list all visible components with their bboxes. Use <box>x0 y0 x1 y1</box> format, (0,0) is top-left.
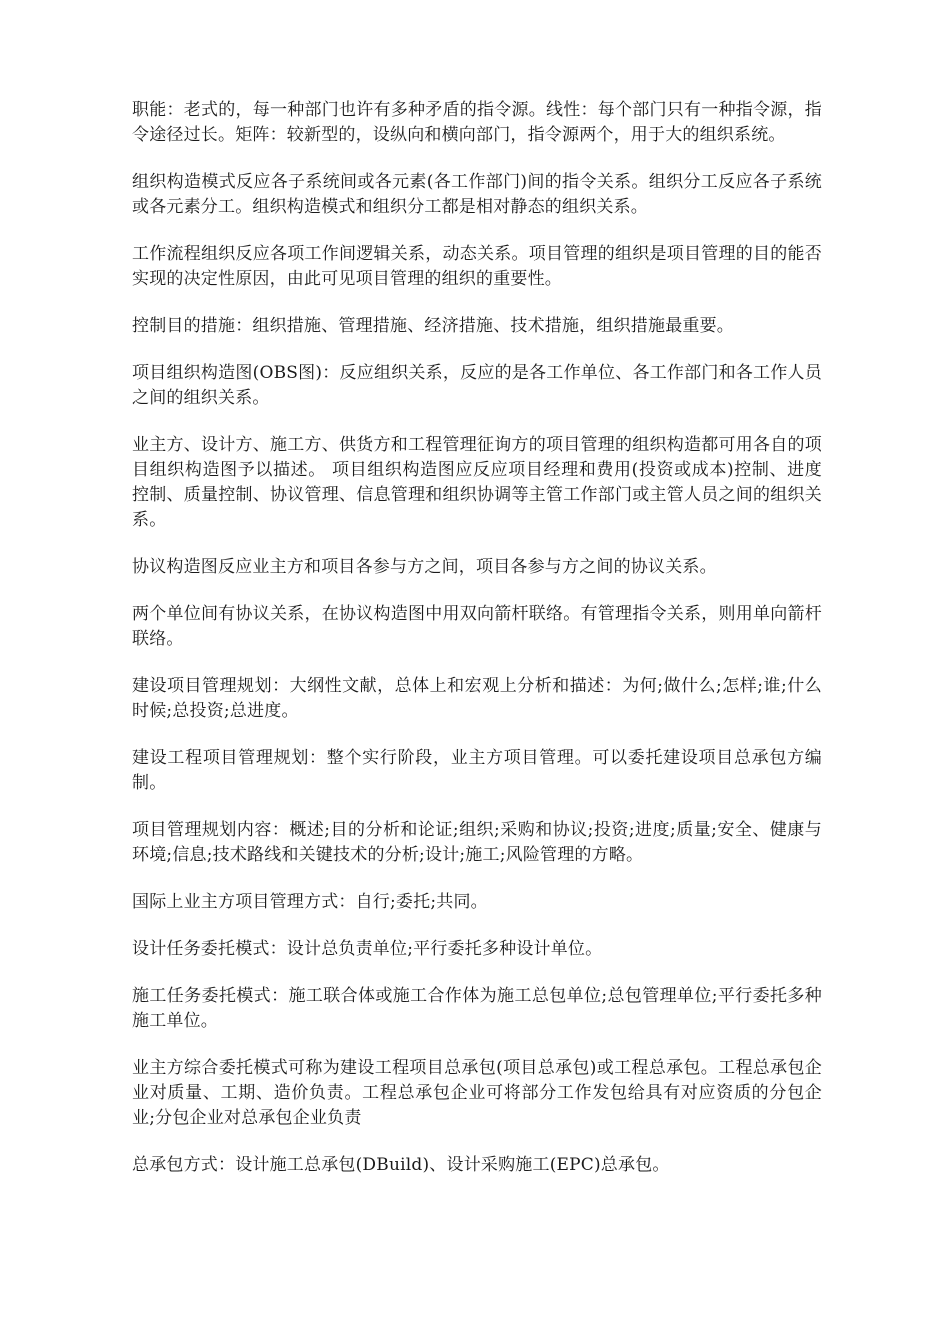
paragraph-4: 控制目的措施：组织措施、管理措施、经济措施、技术措施，组织措施最重要。 <box>132 316 734 336</box>
paragraph-3: 工作流程组织反应各项工作间逻辑关系，动态关系。项目管理的组织是项目管理的目的能否实现的决定性原因，由此可见项目管理的组织的重要性。 <box>132 244 822 289</box>
paragraph-10: 建设工程项目管理规划：整个实行阶段，业主方项目管理。可以委托建设项目总承包方编制。 <box>132 748 822 793</box>
paragraph-9: 建设项目管理规划：大纲性文献，总体上和宏观上分析和描述：为何;做什么;怎样;谁;什么时候;总投资;总进度。 <box>132 676 822 721</box>
document-page <box>132 98 822 1200</box>
paragraph-12: 国际上业主方项目管理方式：自行;委托;共同。 <box>132 892 488 912</box>
paragraph-5: 项目组织构造图(OBS图)：反应组织关系，反应的是各工作单位、各工作部门和各工作人员之间的组织关系。 <box>132 363 822 408</box>
paragraph-13: 设计任务委托模式：设计总负责单位;平行委托多种设计单位。 <box>132 939 603 959</box>
paragraph-15: 业主方综合委托模式可称为建设工程项目总承包(项目总承包)或工程总承包。工程总承包企业对质量、工期、造价负责。工程总承包企业可将部分工作发包给具有对应资质的分包企业;分包企业对总承包企业负责 <box>132 1058 822 1128</box>
paragraph-6: 业主方、设计方、施工方、供货方和工程管理征询方的项目管理的组织构造都可用各自的项目组织构造图予以描述。 项目组织构造图应反应项目经理和费用(投资或成本)控制、进度控制、质量控制、协议管理、信息管理和组织协调等主管工作部门或主管人员之间的组织关系。 <box>132 435 822 530</box>
paragraph-7: 协议构造图反应业主方和项目各参与方之间，项目各参与方之间的协议关系。 <box>132 557 717 577</box>
paragraph-11: 项目管理规划内容：概述;目的分析和论证;组织;采购和协议;投资;进度;质量;安全、健康与环境;信息;技术路线和关键技术的分析;设计;施工;风险管理的方略。 <box>132 820 822 865</box>
paragraph-14: 施工任务委托模式：施工联合体或施工合作体为施工总包单位;总包管理单位;平行委托多种施工单位。 <box>132 986 822 1031</box>
paragraph-2: 组织构造模式反应各子系统间或各元素(各工作部门)间的指令关系。组织分工反应各子系统或各元素分工。组织构造模式和组织分工都是相对静态的组织关系。 <box>132 172 822 217</box>
paragraph-8: 两个单位间有协议关系，在协议构造图中用双向箭杆联络。有管理指令关系，则用单向箭杆联络。 <box>132 604 822 649</box>
paragraph-1: 职能：老式的，每一种部门也许有多种矛盾的指令源。线性：每个部门只有一种指令源，指令途径过长。矩阵：较新型的，设纵向和横向部门，指令源两个，用于大的组织系统。 <box>132 100 822 145</box>
paragraph-16: 总承包方式：设计施工总承包(DBuild)、设计采购施工(EPC)总承包。 <box>132 1155 670 1175</box>
